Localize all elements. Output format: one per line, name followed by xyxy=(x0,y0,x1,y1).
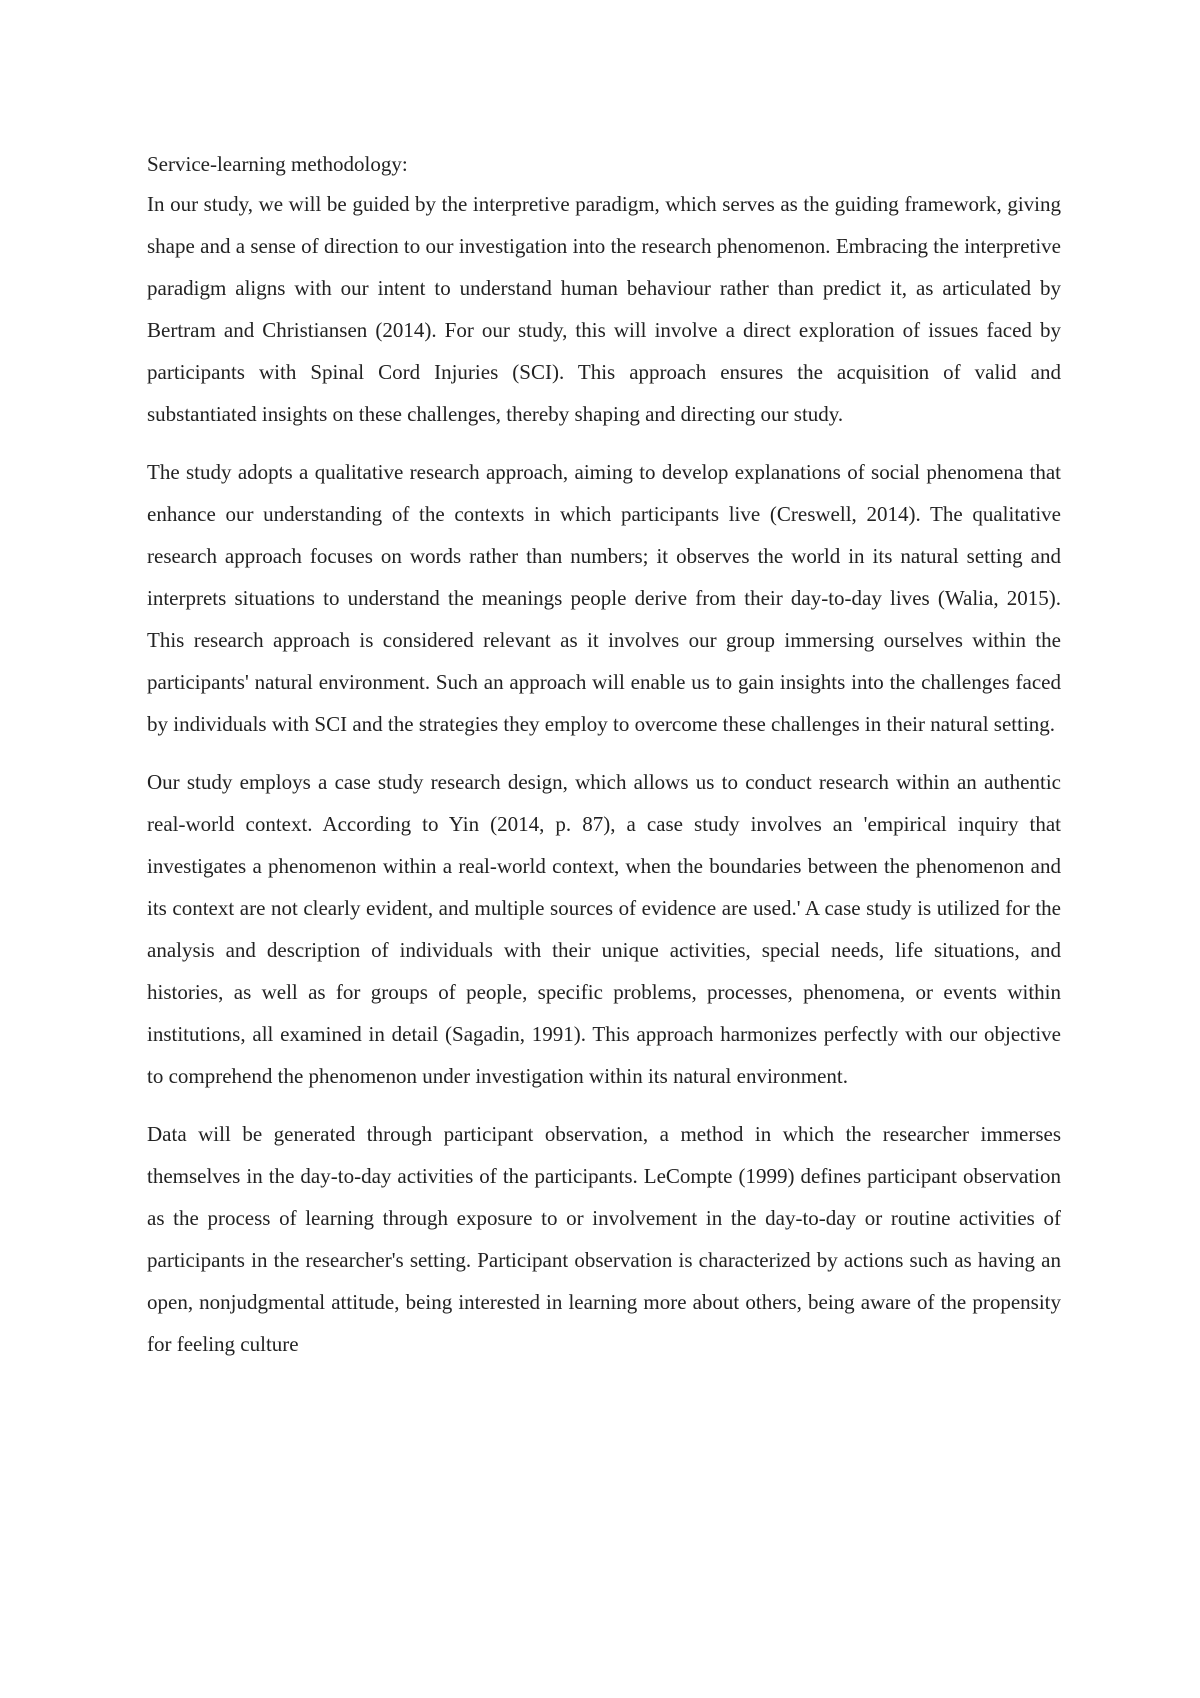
document-body xyxy=(147,143,1061,1365)
paragraph-case-study-design: Our study employs a case study research design, which allows us to conduct research within an authentic real-world context. According to Yin (2014, p. 87), a case study involves an 'empirical inquiry that investigates a phenomenon within a real-world context, when the boundaries between the phenomenon and its context are not clearly evident, and multiple sources of evidence are used.' A case study is utilized for the analysis and description of individuals with their unique activities, special needs, life situations, and histories, as well as for groups of people, specific problems, processes, phenomena, or events within institutions, all examined in detail (Sagadin, 1991). This approach harmonizes perfectly with our objective to comprehend the phenomenon under investigation within its natural environment. xyxy=(147,770,1061,1088)
paragraph-participant-observation: Data will be generated through participant observation, a method in which the researcher immerses themselves in the day-to-day activities of the participants. LeCompte (1999) defines participant observation as the process of learning through exposure to or involvement in the day-to-day or routine activities of participants in the researcher's setting. Participant observation is characterized by actions such as having an open, nonjudgmental attitude, being interested in learning more about others, being aware of the propensity for feeling culture xyxy=(147,1122,1061,1356)
section-heading: Service-learning methodology: xyxy=(147,152,408,176)
paragraph-qualitative-approach: The study adopts a qualitative research approach, aiming to develop explanations of social phenomena that enhance our understanding of the contexts in which participants live (Creswell, 2014). The qualitative research approach focuses on words rather than numbers; it observes the world in its natural setting and interprets situations to understand the meanings people derive from their day-to-day lives (Walia, 2015). This research approach is considered relevant as it involves our group immersing ourselves within the participants' natural environment. Such an approach will enable us to gain insights into the challenges faced by individuals with SCI and the strategies they employ to overcome these challenges in their natural setting. xyxy=(147,460,1061,736)
paragraph-interpretive-paradigm: In our study, we will be guided by the interpretive paradigm, which serves as the guiding framework, giving shape and a sense of direction to our investigation into the research phenomenon. Embracing the interpretive paradigm aligns with our intent to understand human behaviour rather than predict it, as articulated by Bertram and Christiansen (2014). For our study, this will involve a direct exploration of issues faced by participants with Spinal Cord Injuries (SCI). This approach ensures the acquisition of valid and substantiated insights on these challenges, thereby shaping and directing our study. xyxy=(147,192,1061,426)
